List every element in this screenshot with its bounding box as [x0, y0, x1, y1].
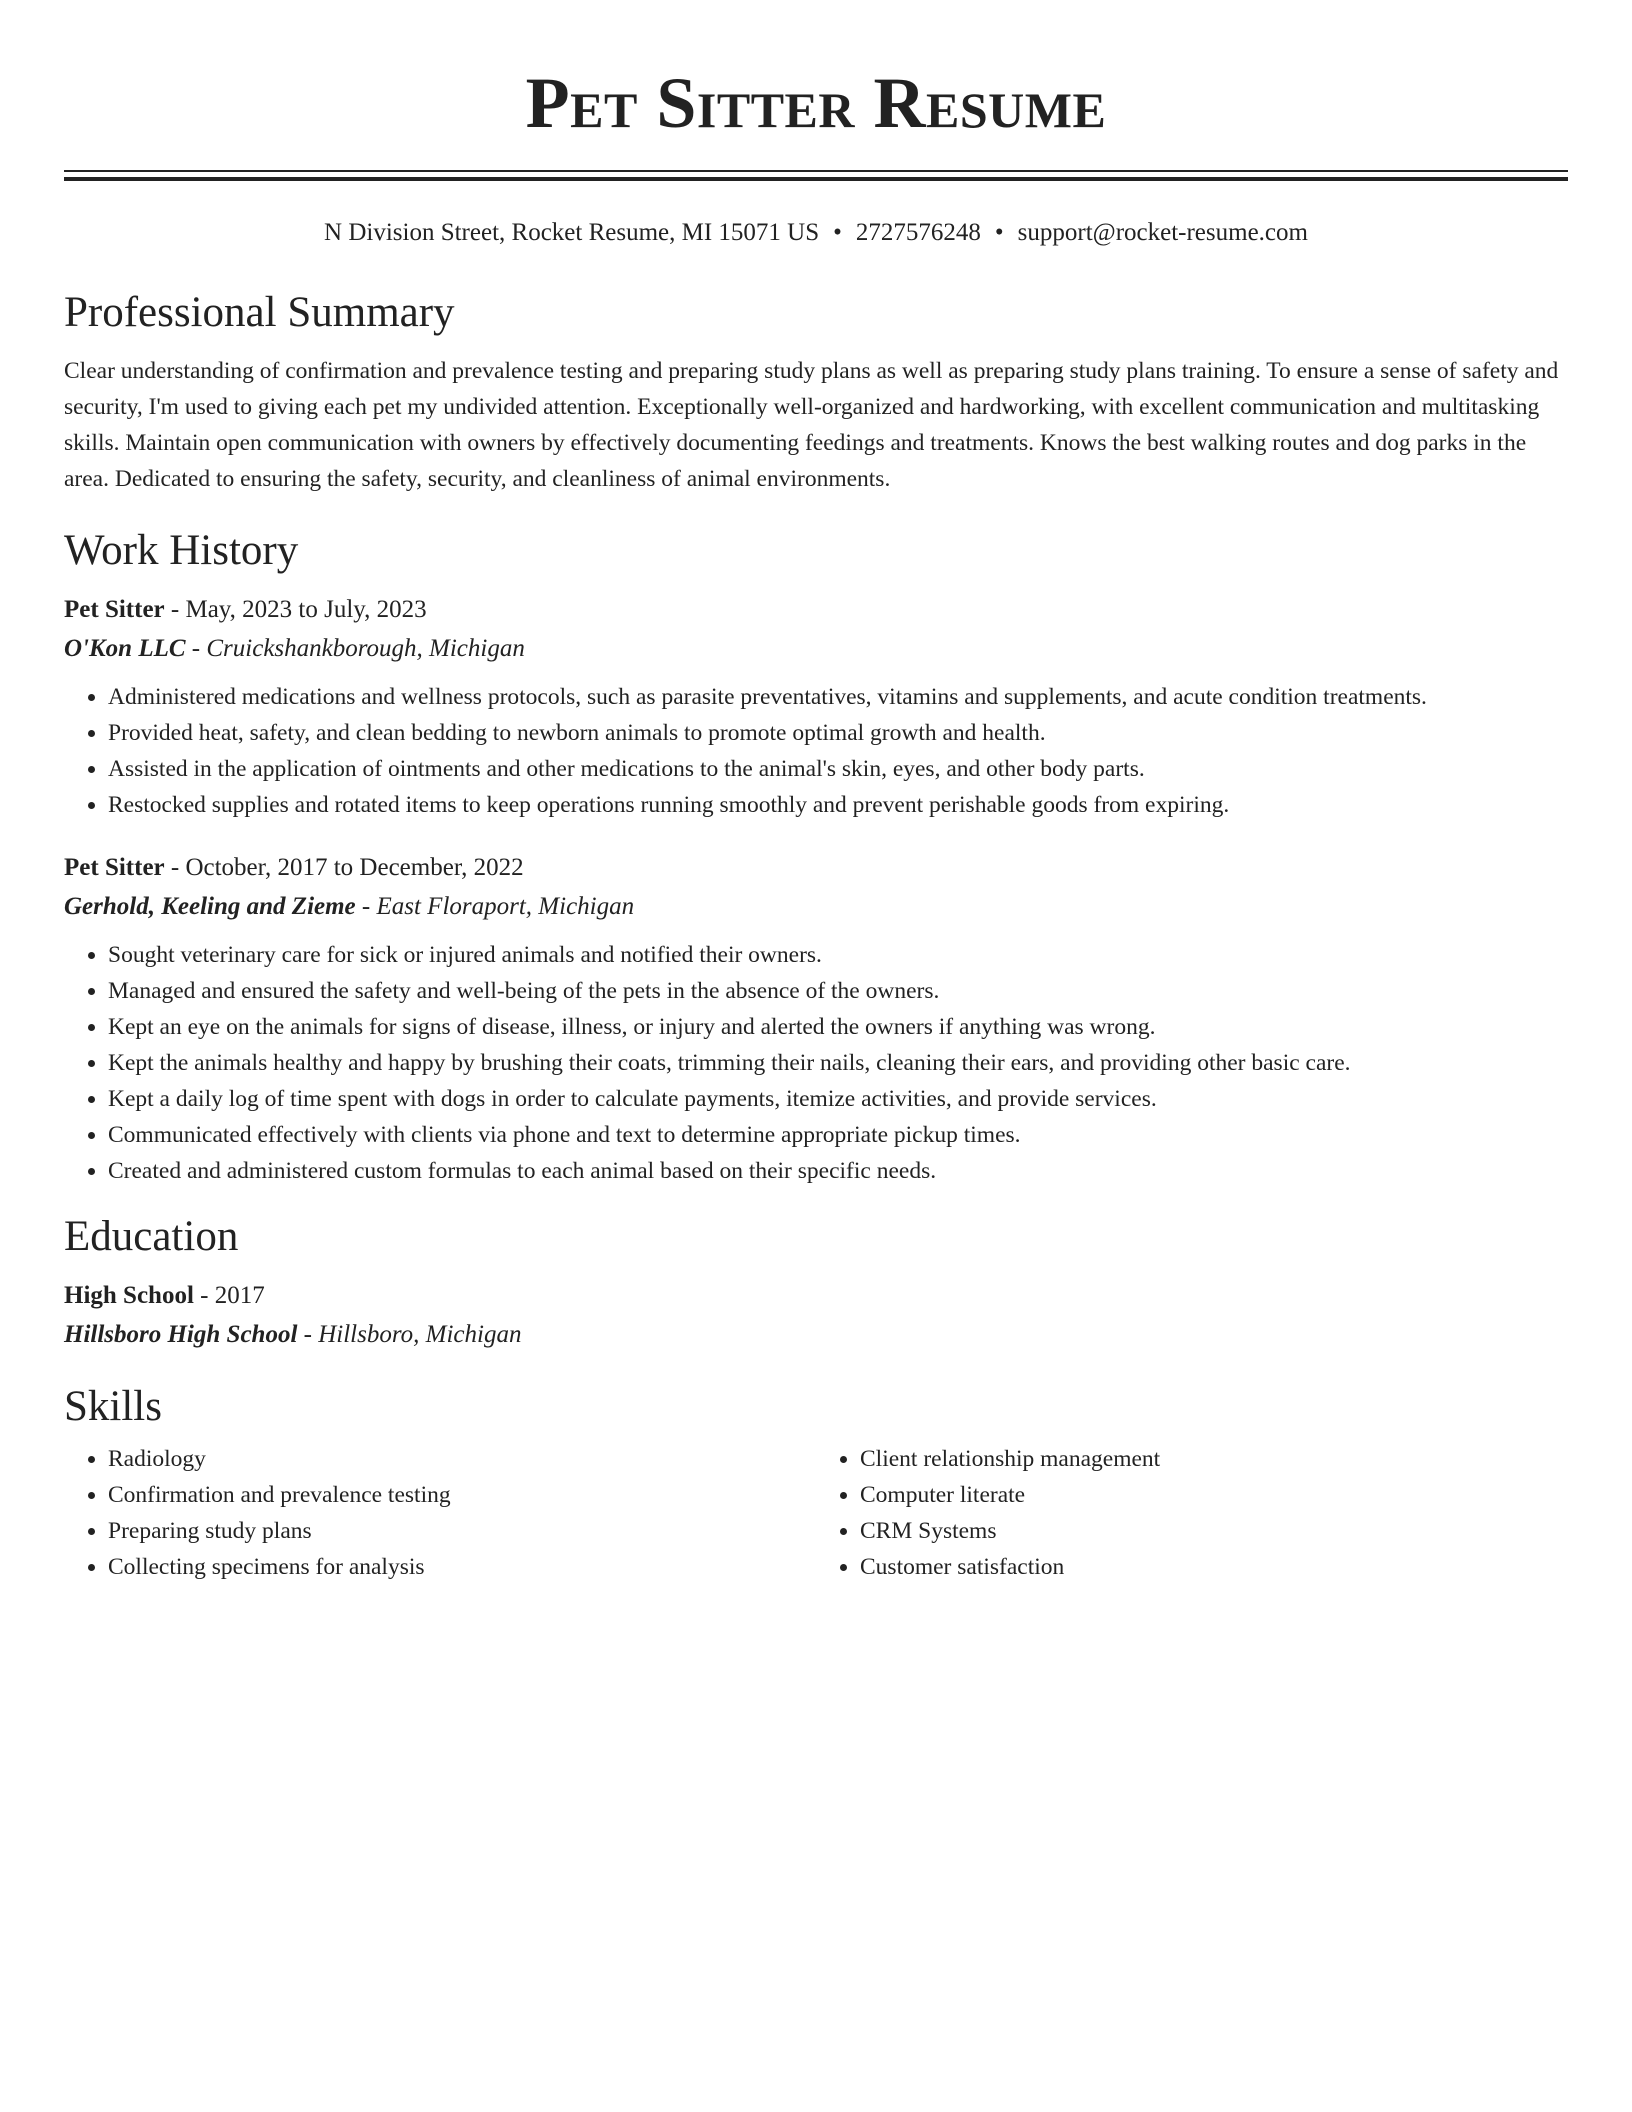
summary-heading: Professional Summary: [64, 289, 455, 336]
skill-item: • Client relationship management: [860, 1441, 1568, 1477]
contact-separator: •: [833, 219, 842, 246]
summary-text: Clear understanding of confirmation and prevalence testing and preparing study plans as well as preparing study plans training. To ensure a sense of safety and security, I'm used to giving each pet my undivided attention. Exceptionally well-organized and hardworking, with excellent communication and multitasking skills. Maintain open communication with owners by effectively documenting feedings and treatments. Knows the best walking routes and dog parks in the area. Dedicated to ensuring the safety, security, and cleanliness of animal environments.: [64, 358, 1559, 492]
education-degree: High School: [64, 1282, 194, 1309]
list-item: • Assisted in the application of ointments and other medications to the animal's skin, eyes, and other body parts.: [108, 751, 1568, 787]
contact-line: [64, 217, 1568, 249]
list-item: • Managed and ensured the safety and well-being of the pets in the absence of the owners.: [108, 973, 1568, 1009]
list-item: • Kept a daily log of time spent with dogs in order to calculate payments, itemize activities, and provide services.: [108, 1081, 1568, 1117]
skills-section: [64, 1381, 1568, 1585]
skill-item: • Computer literate: [860, 1477, 1568, 1513]
job-role: Pet Sitter: [64, 854, 165, 881]
education-location: - Hillsboro, Michigan: [297, 1321, 522, 1348]
skill-item: • Customer satisfaction: [860, 1549, 1568, 1585]
education-year: - 2017: [193, 1282, 265, 1309]
contact-address: N Division Street, Rocket Resume, MI 15071 US: [324, 219, 820, 246]
list-item: • Administered medications and wellness protocols, such as parasite preventatives, vitamins and supplements, and acute condition treatments.: [108, 679, 1568, 715]
job-company: O'Kon LLC: [64, 635, 186, 662]
skills-list-right: [816, 1441, 1568, 1585]
job-entry: [64, 849, 1568, 1189]
skill-item: • Collecting specimens for analysis: [108, 1549, 816, 1585]
skills-list-left: [64, 1441, 816, 1585]
list-item: • Provided heat, safety, and clean bedding to newborn animals to promote optimal growth and health.: [108, 715, 1568, 751]
list-item: • Created and administered custom formulas to each animal based on their specific needs.: [108, 1153, 1568, 1189]
resume-page: [64, 0, 1568, 1585]
job-role: Pet Sitter: [64, 596, 165, 623]
summary-section: [64, 287, 1568, 497]
education-heading: Education: [64, 1213, 239, 1260]
job-dates: - October, 2017 to December, 2022: [164, 854, 524, 881]
education-section: [64, 1211, 1568, 1355]
education-entry: [64, 1277, 1568, 1355]
skills-grid: [64, 1441, 1568, 1585]
contact-phone: 2727576248: [855, 219, 981, 246]
list-item: • Restocked supplies and rotated items to keep operations running smoothly and prevent perishable goods from expiring.: [108, 787, 1568, 823]
education-school-line: [64, 1315, 1568, 1355]
job-duties-list: [64, 937, 1568, 1189]
resume-title: Pet Sitter Resume: [525, 63, 1107, 143]
job-title-line: [64, 591, 1568, 629]
skill-item: • Confirmation and prevalence testing: [108, 1477, 816, 1513]
skills-heading: Skills: [64, 1383, 162, 1430]
education-degree-line: [64, 1277, 1568, 1315]
job-company: Gerhold, Keeling and Zieme: [64, 893, 356, 920]
list-item: • Sought veterinary care for sick or injured animals and notified their owners.: [108, 937, 1568, 973]
job-title-line: [64, 849, 1568, 887]
list-item: • Kept an eye on the animals for signs of disease, illness, or injury and alerted the owners if anything was wrong.: [108, 1009, 1568, 1045]
work-history-heading: Work History: [64, 527, 299, 574]
skill-item: • CRM Systems: [860, 1513, 1568, 1549]
contact-separator: •: [994, 219, 1004, 246]
job-location: - Cruickshankborough, Michigan: [185, 635, 525, 662]
contact-email: support@rocket-resume.com: [1017, 219, 1308, 246]
skill-item: • Radiology: [108, 1441, 816, 1477]
title-divider: [64, 170, 1568, 181]
job-company-line: [64, 629, 1568, 669]
list-item: • Kept the animals healthy and happy by brushing their coats, trimming their nails, cleaning their ears, and providing other basic care.: [108, 1045, 1568, 1081]
skill-item: • Preparing study plans: [108, 1513, 816, 1549]
education-school: Hillsboro High School: [64, 1321, 298, 1348]
job-dates: - May, 2023 to July, 2023: [164, 596, 427, 623]
list-item: • Communicated effectively with clients via phone and text to determine appropriate pickup times.: [108, 1117, 1568, 1153]
job-company-line: [64, 887, 1568, 927]
job-location: - East Floraport, Michigan: [355, 893, 635, 920]
job-duties-list: [64, 679, 1568, 823]
job-entry: [64, 591, 1568, 823]
work-history-section: [64, 525, 1568, 1189]
